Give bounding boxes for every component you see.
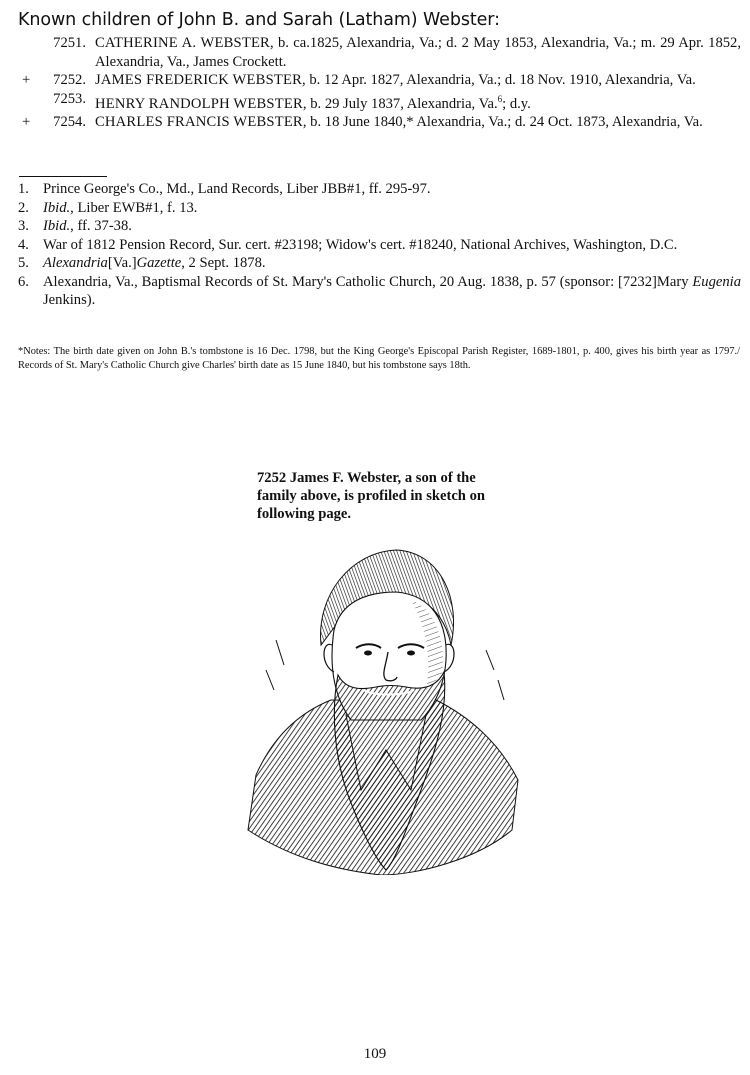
child-name: CATHERINE A. WEBSTER: [95, 35, 270, 51]
child-text: [95, 90, 741, 113]
notes-paragraph: *Notes: The birth date given on John B.'s tombstone is 16 Dec. 1798, but the King George's Episcopal Parish Register, 1689-1801, p. 400, gives his birth year as 1797./ Records of St. Mary's Catholic Church give Charles' birth date as 15 June 1840, but his tombstone says 18th.: [18, 346, 740, 371]
page-number: 109: [363, 1046, 387, 1062]
child-details-end: ; d.y.: [502, 95, 531, 112]
reference-entry: [0, 180, 750, 199]
reference-italic: Eugenia: [692, 273, 741, 290]
page-heading: Known children of John B. and Sarah (Latham) Webster:: [18, 10, 500, 30]
reference-number: 3.: [18, 218, 29, 234]
child-entry: [0, 90, 750, 113]
reference-body: , 2 Sept. 1878.: [181, 255, 266, 271]
reference-number: 4.: [18, 236, 29, 253]
reference-number: 2.: [18, 199, 29, 216]
reference-text: [43, 180, 741, 199]
reference-text: [43, 273, 741, 310]
reference-entry: [0, 199, 750, 218]
reference-entry: [0, 254, 750, 273]
reference-number: 1.: [18, 181, 29, 197]
reference-entry: [0, 236, 750, 255]
child-number: 7251.: [53, 35, 86, 51]
reference-italic: Gazette: [136, 255, 182, 271]
reference-body: Alexandria, Va., Baptismal Records of St. Mary's Catholic Church, 20 Aug. 1838, p. 57 (sponsor: [7232]Mary: [43, 273, 693, 290]
reference-body: [Va.]: [107, 255, 137, 271]
reference-number: 5.: [18, 255, 29, 271]
reference-number: 6.: [18, 273, 29, 290]
child-details: , b. ca.1825, Alexandria, Va.; d. 2 May 1853, Alexandria, Va.; m. 29 Apr. 1852, Alexandria, Va., James Crockett.: [95, 35, 741, 70]
reference-body: , Liber EWB#1, f. 13.: [70, 199, 198, 216]
reference-body: , ff. 37-38.: [70, 218, 132, 234]
child-entry: [0, 71, 750, 90]
child-details: , b. 29 July 1837, Alexandria, Va.: [302, 95, 498, 112]
reference-body: Jenkins).: [43, 292, 96, 308]
child-marker: +: [22, 113, 31, 130]
child-name: JAMES FREDERICK WEBSTER: [95, 72, 303, 88]
portrait-sketch: [236, 540, 526, 875]
child-text: [95, 34, 741, 71]
portrait-caption: 7252 James F. Webster, a son of the family above, is profiled in sketch on following page.: [257, 470, 485, 522]
reference-italic: Alexandria: [43, 255, 108, 271]
footnote-rule: [19, 176, 107, 177]
reference-body: War of 1812 Pension Record, Sur. cert. #23198; Widow's cert. #18240, National Archives, Washington, D.C.: [43, 236, 678, 253]
child-name: CHARLES FRANCIS WEBSTER: [95, 113, 303, 130]
child-name: HENRY RANDOLPH WEBSTER: [95, 95, 303, 112]
child-number: 7254.: [53, 113, 86, 130]
reference-italic: Ibid.: [43, 218, 71, 234]
child-number: 7253.: [53, 90, 86, 107]
reference-text: [43, 254, 741, 273]
reference-entry: [0, 217, 750, 236]
children-list: [0, 34, 750, 131]
footnote-ref: 6: [497, 93, 503, 104]
child-marker: +: [22, 72, 31, 88]
child-text: [95, 71, 741, 90]
child-number: 7252.: [53, 72, 86, 88]
reference-entry: [0, 273, 750, 310]
child-details: , b. 18 June 1840,* Alexandria, Va.; d. 24 Oct. 1873, Alexandria, Va.: [302, 113, 703, 130]
child-entry: [0, 113, 750, 132]
reference-text: [43, 199, 741, 218]
reference-text: [43, 236, 741, 255]
reference-text: [43, 217, 741, 236]
reference-body: Prince George's Co., Md., Land Records, Liber JBB#1, ff. 295-97.: [43, 181, 431, 197]
references-list: [0, 180, 750, 310]
child-details: , b. 12 Apr. 1827, Alexandria, Va.; d. 18 Nov. 1910, Alexandria, Va.: [302, 72, 696, 88]
child-entry: [0, 34, 750, 71]
child-text: [95, 113, 741, 132]
reference-italic: Ibid.: [43, 199, 71, 216]
